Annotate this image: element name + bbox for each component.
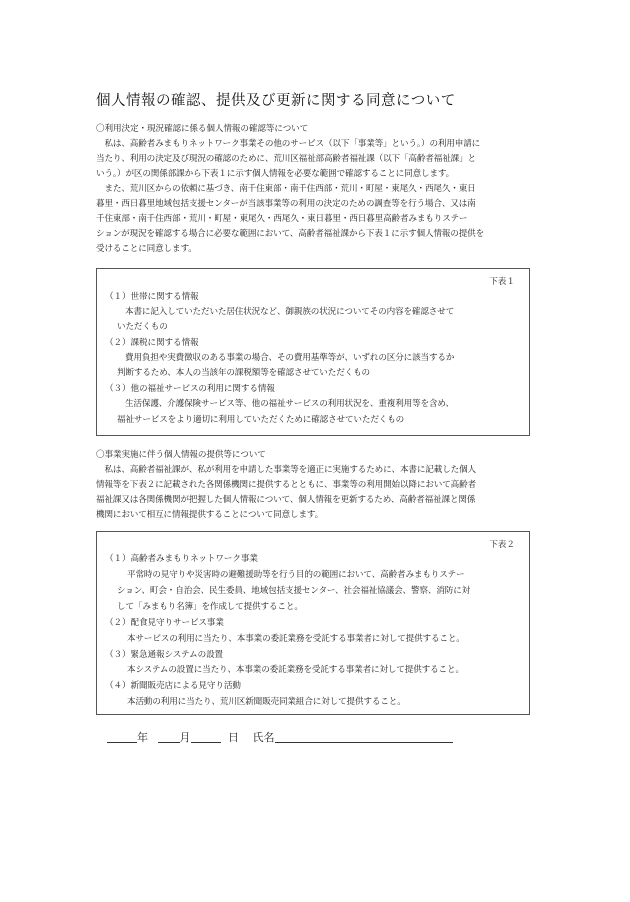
table1-item-line: いただくもの <box>117 322 168 332</box>
section2-para <box>96 463 536 523</box>
name-label: 氏名 <box>252 731 275 744</box>
signature-line <box>107 729 453 745</box>
table2-item-head: （３）緊急通報システムの設置 <box>105 650 224 660</box>
month-label: 月 <box>179 731 191 744</box>
table2-item-line: して「みまもり名簿」を作成して提供すること。 <box>117 602 303 612</box>
section1-heading: 〇利用決定・現況確認に係る個人情報の確認等について <box>96 124 309 134</box>
month-blank[interactable] <box>158 730 180 743</box>
day-blank[interactable] <box>191 730 221 743</box>
table2-item-line: 平常時の見守りや災害時の避難援助等を行う目的の範囲において、高齢者みまもりステー <box>127 570 465 580</box>
table1-item-head: （３）他の福祉サービスの利用に関する情報 <box>105 384 275 394</box>
table1-box <box>96 268 530 436</box>
table2-item-line: 本活動の利用に当たり、荒川区新聞販売同業組合に対して提供すること。 <box>127 697 406 707</box>
table2-item-line: 本サービスの利用に当たり、本事業の委託業務を受託する事業者に対して提供すること。 <box>127 634 465 644</box>
paragraph-line: ションが現況を確認する場合に必要な範囲において、高齢者福祉課から下表１に示す個人情報の提供を <box>96 229 485 239</box>
page-title: 個人情報の確認、提供及び更新に関する同意について <box>96 93 456 109</box>
table1-item-line: 本書に記入していただいた居住状況など、御親族の状況についてその内容を確認させて <box>125 307 455 317</box>
table2-item-line: 本システムの設置に当たり、本事業の委託業務を受託する事業者に対して提供すること。 <box>127 665 464 675</box>
paragraph-line: 千住東部・南千住西部・荒川・町屋・東尾久・西尾久・東日暮里・西日暮里高齢者みまもりステー <box>96 214 468 224</box>
table2-tag: 下表２ <box>489 540 515 550</box>
paragraph-line: 福祉課又は各関係機関が把握した個人情報について、個人情報を更新するため、高齢者福祉課と関係 <box>96 495 476 505</box>
section1-para1 <box>96 137 536 182</box>
table2-box <box>96 531 530 715</box>
paragraph-line: 機関において相互に情報提供することについて同意します。 <box>96 510 324 520</box>
table1-item-head: （１）世帯に関する情報 <box>105 292 199 302</box>
paragraph-line: 暮里・西日暮里地域包括支援センターが当該事業等の利用の決定のための調査等を行う場合、又は南 <box>96 199 476 209</box>
table2-item-head: （２）配食見守りサービス事業 <box>105 618 224 628</box>
table1-item-line: 判断するため、本人の当該年の課税額等を確認させていただくもの <box>117 368 370 378</box>
paragraph-line: 情報等を下表２に記載された各関係機関に提供するとともに、事業等の利用開始以降において高齢者 <box>96 480 476 490</box>
table1-item-head: （２）課税に関する情報 <box>105 338 199 348</box>
table2-item-line: ション、町会・自治会、民生委員、地域包括支援センター、社会福祉協議会、警察、消防に対 <box>117 586 471 596</box>
table1-tag: 下表１ <box>489 277 515 287</box>
paragraph-line: 私は、高齢者みまもりネットワーク事業その他のサービス（以下「事業等」という。）の利用申請に <box>96 139 481 149</box>
name-blank[interactable] <box>275 730 453 743</box>
section2-heading: 〇事業実施に伴う個人情報の提供等について <box>96 450 266 460</box>
paragraph-line: いう。）が区の関係部課から下表１に示す個人情報を必要な範囲で確認することに同意します。 <box>96 169 455 179</box>
table1-item-line: 生活保護、介護保険サービス等、他の福祉サービスの利用状況を、重複利用等を含め、 <box>125 399 454 409</box>
paragraph-line: 私は、高齢者福祉課が、私が利用を申請した事業等を適正に実施するために、本書に記載した個人 <box>96 465 476 475</box>
table2-item-head: （４）新聞販売店による見守り活動 <box>105 681 241 691</box>
day-label: 日 <box>228 731 239 744</box>
year-label: 年 <box>137 731 148 744</box>
paragraph-line: 受けることに同意します。 <box>96 244 197 254</box>
section1-para2 <box>96 182 536 257</box>
table1-item-line: 福祉サービスをより適切に利用していただくために確認させていただくもの <box>117 415 405 425</box>
table1-item-line: 費用負担や実費徴収のある事業の場合、その費用基準等が、いずれの区分に該当するか <box>125 353 455 363</box>
paragraph-line: 当たり、利用の決定及び現況の確認のために、荒川区福祉部高齢者福祉課（以下「高齢者福祉課」と <box>96 154 476 164</box>
table2-item-head: （１）高齢者みまもりネットワーク事業 <box>105 554 258 564</box>
paragraph-line: また、荒川区からの依頼に基づき、南千住東部・南千住西部・荒川・町屋・東尾久・西尾久・東日 <box>96 184 476 194</box>
year-blank[interactable] <box>107 730 137 743</box>
